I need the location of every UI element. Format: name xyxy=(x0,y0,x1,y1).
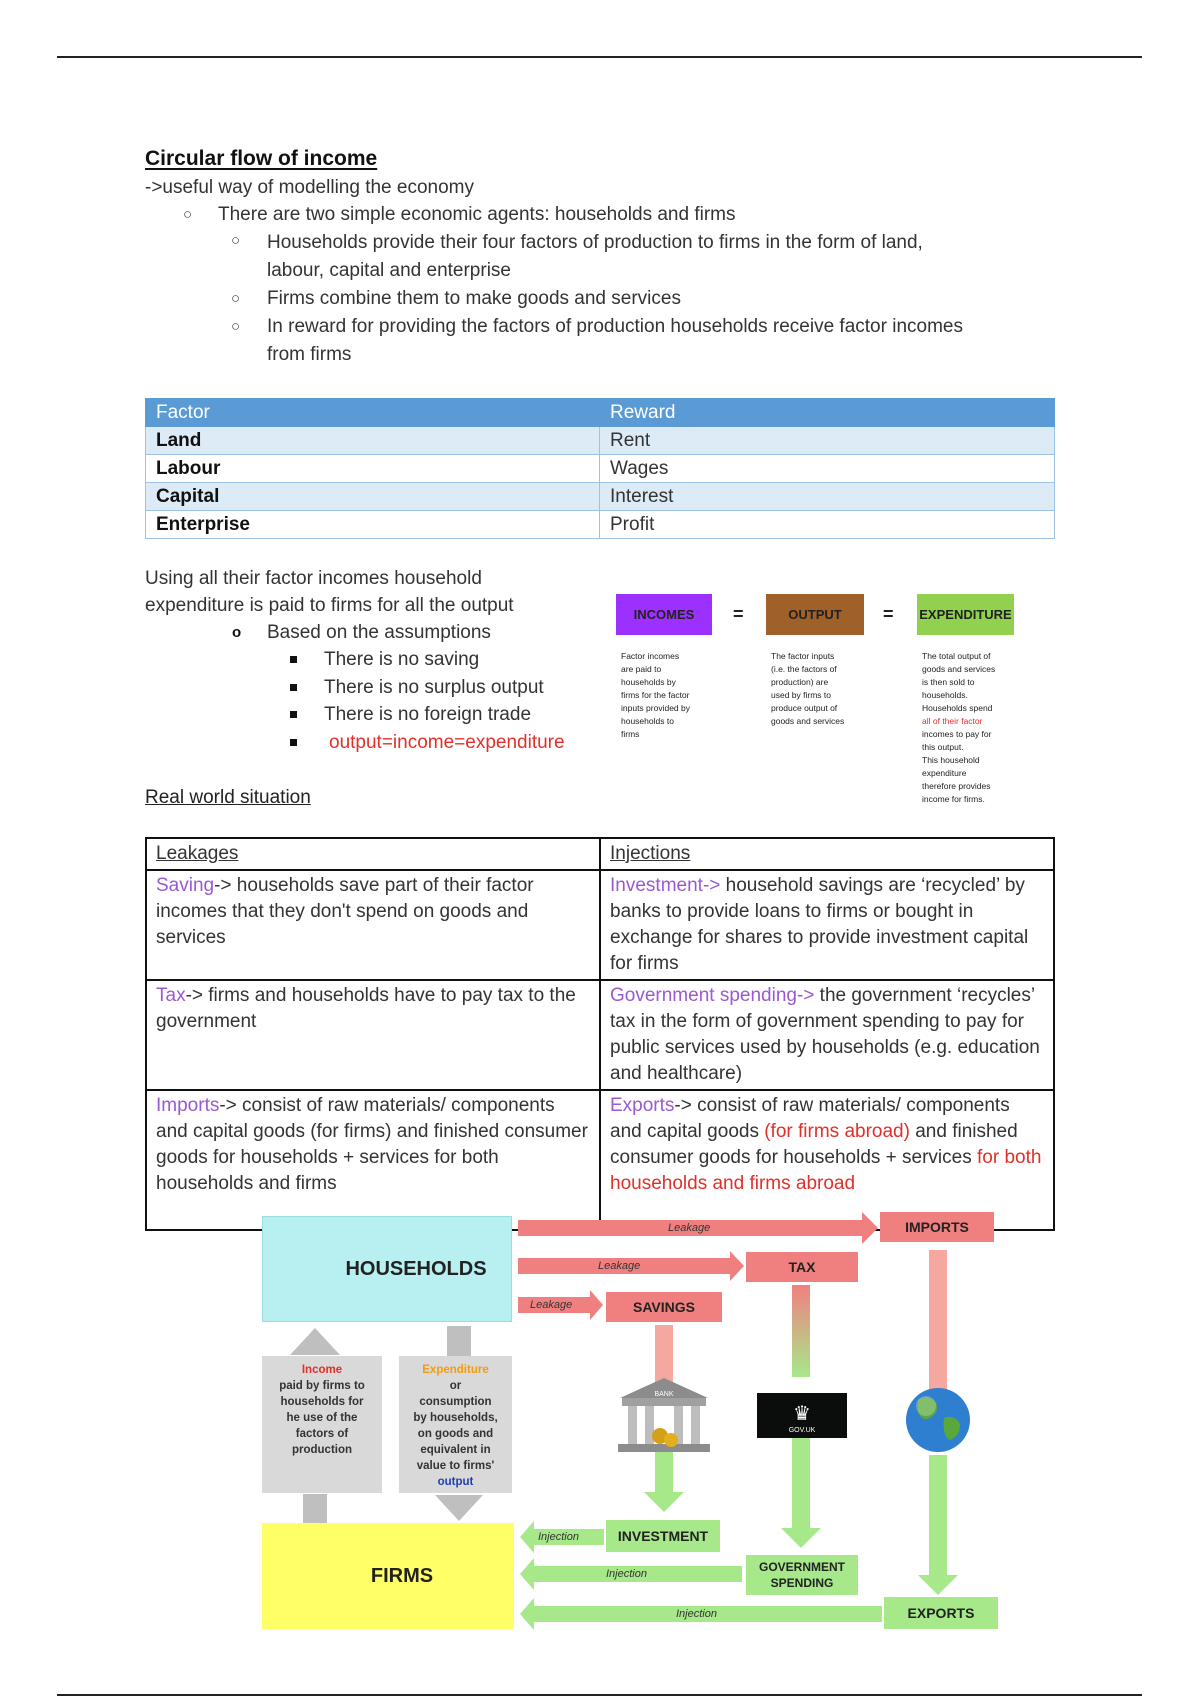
imports-box: IMPORTS xyxy=(880,1212,994,1242)
note-line: firms for the factor xyxy=(621,690,690,700)
note-line: The total output of xyxy=(922,651,991,661)
injection-highlight: (for firms abroad) xyxy=(764,1121,910,1142)
note-line: are paid to xyxy=(621,664,662,674)
expenditure-down-arrow xyxy=(435,1495,483,1521)
investment-box: INVESTMENT xyxy=(606,1520,720,1552)
factor-cell: Enterprise xyxy=(146,511,600,539)
tax-box: TAX xyxy=(746,1252,858,1282)
leakage-term: Imports xyxy=(156,1095,220,1116)
injection-term: Exports xyxy=(610,1095,675,1116)
firms-box xyxy=(262,1523,514,1629)
circle-bullet-icon: o xyxy=(232,624,242,641)
injection-arrow: -> xyxy=(702,875,721,896)
incomes-box: INCOMES xyxy=(616,594,712,635)
output-box: OUTPUT xyxy=(766,594,864,635)
investment-down-arrow xyxy=(644,1450,684,1512)
income-up-arrow xyxy=(290,1328,340,1355)
injection-text: the government ‘recycles’ tax in the form of government spending to pay for public services used by households (e.g. education and healthcare) xyxy=(610,985,1040,1084)
note-line: used by firms to xyxy=(771,690,831,700)
note-line: goods and services xyxy=(922,664,996,674)
note-line: expenditure xyxy=(922,768,967,778)
expenditure-line: by households, xyxy=(413,1412,498,1424)
note-line: goods and services xyxy=(771,716,845,726)
header-reward: Reward xyxy=(600,399,1055,427)
leakage-text: -> consist of raw materials/ components and capital goods (for firms) and finished consumer goods for households + services for both households and firms xyxy=(156,1095,588,1194)
assumption-item: There is no foreign trade xyxy=(324,704,532,725)
reward-cell: Rent xyxy=(600,427,1055,455)
note-line: households to xyxy=(621,716,674,726)
bank-icon xyxy=(618,1378,710,1452)
exports-down-arrow xyxy=(918,1455,958,1595)
note-line: is then sold to xyxy=(922,677,975,687)
note-line: firms xyxy=(621,729,640,739)
gov-spending-line: SPENDING xyxy=(770,1576,834,1590)
note-line: (i.e. the factors of xyxy=(771,664,837,674)
leakage-term: Tax xyxy=(156,985,186,1006)
factor-cell: Labour xyxy=(146,455,600,483)
leakage-label: Leakage xyxy=(668,1222,711,1234)
real-world-heading: Real world situation xyxy=(145,787,311,808)
circle-bullet-icon: ○ xyxy=(183,206,193,223)
sub-point-cont: labour, capital and enterprise xyxy=(267,260,511,281)
injection-term: Investment xyxy=(610,875,703,896)
income-line: paid by firms to xyxy=(279,1380,365,1392)
leakage-label: Leakage xyxy=(530,1299,573,1311)
injection-text: -> consist of raw materials/ components and capital goods xyxy=(610,1095,1010,1142)
page-title: Circular flow of income xyxy=(145,147,378,170)
note-line: therefore provides xyxy=(922,781,991,791)
sub-point: Firms combine them to make goods and services xyxy=(267,288,681,309)
leakage-text: -> firms and households have to pay tax to the government xyxy=(156,985,576,1032)
note-line: inputs provided by xyxy=(621,703,690,713)
households-box xyxy=(262,1216,512,1322)
firms-label: FIRMS xyxy=(370,1564,434,1587)
header-text: Injections xyxy=(610,843,691,864)
assumptions-intro: Based on the assumptions xyxy=(267,622,491,643)
note-line: Factor incomes xyxy=(621,651,680,661)
note-line: The factor inputs xyxy=(771,651,835,661)
agents-point: There are two simple economic agents: households and firms xyxy=(218,204,736,225)
sub-point: In reward for providing the factors of production households receive factor incomes xyxy=(267,316,963,337)
circle-bullet-icon: ○ xyxy=(231,232,241,249)
note-line: households by xyxy=(621,677,676,687)
injection-text: household savings are ‘recycled’ by banks to provide loans to firms or bought in exchange for shares to provide investment capital for firms xyxy=(610,875,1029,974)
injection-label: Injection xyxy=(538,1531,579,1543)
note-line: income for firms. xyxy=(922,794,985,804)
expenditure-line: or xyxy=(449,1380,462,1392)
injection-arrow: -> xyxy=(796,985,815,1006)
injection-label: Injection xyxy=(676,1608,717,1620)
reward-cell: Profit xyxy=(600,511,1055,539)
expenditure-text: Using all their factor incomes household xyxy=(145,568,482,589)
note-line: produce output of xyxy=(771,703,838,713)
income-line: households for xyxy=(280,1396,364,1408)
expenditure-down-stem xyxy=(447,1326,471,1356)
note-line: This household xyxy=(922,755,980,765)
leakage-term: Saving xyxy=(156,875,215,896)
note-line: Households spend xyxy=(922,703,993,713)
note-line: this output. xyxy=(922,742,964,752)
injection-text: and finished consumer goods for households + services xyxy=(610,1121,1018,1168)
income-line: production xyxy=(291,1444,353,1456)
expenditure-title: Expenditure xyxy=(422,1364,489,1376)
header-factor: Factor xyxy=(146,399,600,427)
circle-bullet-icon: ○ xyxy=(231,290,241,307)
income-line: factors of xyxy=(295,1428,349,1440)
equals-sign: = xyxy=(733,604,744,624)
gov-spending-box xyxy=(746,1555,858,1595)
expenditure-text-cont: expenditure is paid to firms for all the output xyxy=(145,595,514,616)
reward-cell: Wages xyxy=(600,455,1055,483)
expenditure-line: on goods and xyxy=(417,1428,494,1440)
injection-term: Government spending xyxy=(610,985,797,1006)
bottom-rule xyxy=(57,1694,1142,1696)
factor-cell: Capital xyxy=(146,483,600,511)
imports-down-flow xyxy=(929,1250,947,1395)
sub-point-cont: from firms xyxy=(267,344,352,365)
injection-label: Injection xyxy=(606,1568,647,1580)
expenditure-line: equivalent in xyxy=(420,1444,491,1456)
assumption-item: There is no saving xyxy=(324,649,480,670)
assumption-item: There is no surplus output xyxy=(324,677,544,698)
bank-sign: BANK xyxy=(654,1391,674,1398)
header-text: Leakages xyxy=(156,843,239,864)
note-line: production) are xyxy=(771,677,829,687)
expenditure-box: EXPENDITURE xyxy=(917,594,1014,635)
note-line: households. xyxy=(922,690,968,700)
injection-highlight: for both households and firms abroad xyxy=(610,1147,1042,1194)
income-line: he use of the xyxy=(286,1412,358,1424)
note-line: all of their factor xyxy=(922,716,983,726)
income-up-stem xyxy=(303,1494,327,1524)
income-explanation-box xyxy=(262,1356,382,1493)
leakage-text: -> households save part of their factor incomes that they don't spend on goods and services xyxy=(156,875,534,948)
assumption-item-highlight: output=income=expenditure xyxy=(329,732,565,753)
intro-line: ->useful way of modelling the economy xyxy=(145,177,474,198)
gov-spending-line: GOVERNMENT xyxy=(758,1560,845,1574)
equals-sign: = xyxy=(883,604,894,624)
globe-icon xyxy=(906,1388,970,1452)
income-title: Income xyxy=(301,1364,343,1376)
leakage-label: Leakage xyxy=(598,1260,641,1272)
note-line: incomes to pay for xyxy=(922,729,992,739)
tax-down-flow xyxy=(792,1285,810,1377)
gov-logo-text: GOV.UK xyxy=(788,1427,816,1434)
reward-cell: Interest xyxy=(600,483,1055,511)
expenditure-tail: output xyxy=(437,1476,474,1488)
exports-box: EXPORTS xyxy=(884,1597,998,1629)
expenditure-line: value to firms' xyxy=(416,1460,495,1472)
savings-box: SAVINGS xyxy=(606,1292,722,1322)
expenditure-line: consumption xyxy=(419,1396,492,1408)
households-label: HOUSEHOLDS xyxy=(345,1257,487,1280)
factor-cell: Land xyxy=(146,427,600,455)
crown-icon: ♛ xyxy=(793,1401,811,1425)
circle-bullet-icon: ○ xyxy=(231,318,241,335)
sub-point: Households provide their four factors of production to firms in the form of land, xyxy=(267,232,923,253)
expenditure-explanation-box xyxy=(399,1356,512,1493)
